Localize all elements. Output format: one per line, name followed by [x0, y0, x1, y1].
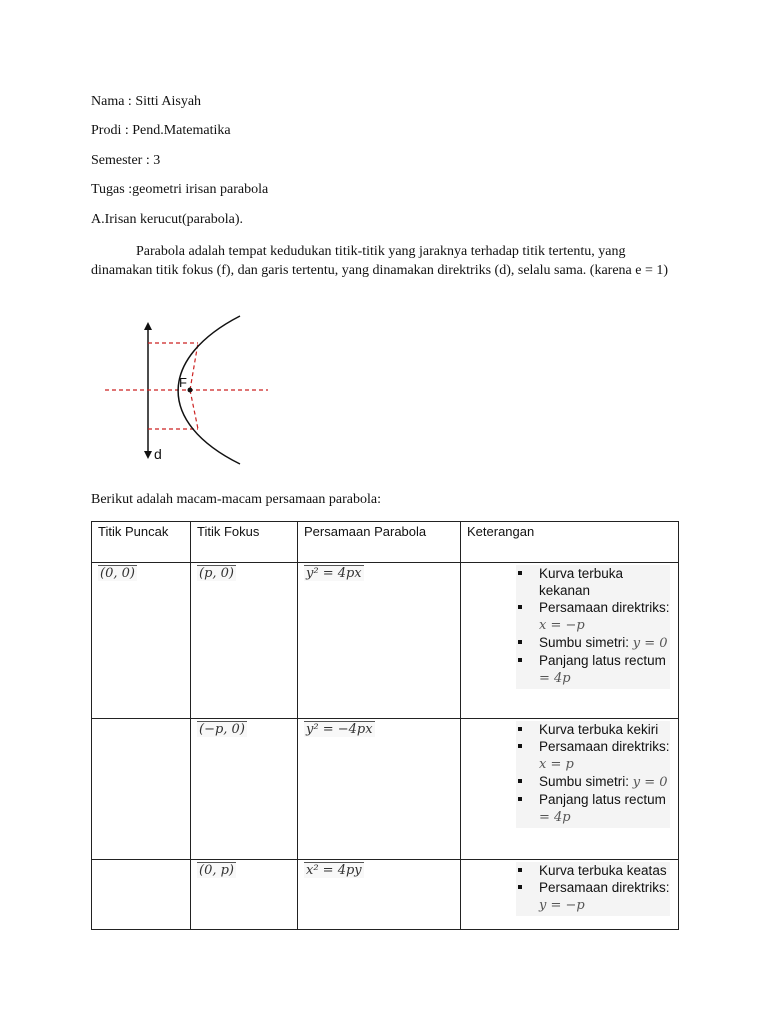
focal-line-bottom: [190, 390, 198, 429]
header-vertex: Titik Puncak: [92, 522, 191, 563]
parabola-table: [91, 521, 679, 930]
student-name: Nama : Sitti Aisyah: [91, 94, 202, 109]
note-item: Persamaan direktriks: y = −p: [516, 879, 670, 914]
study-program: Prodi : Pend.Matematika: [91, 123, 231, 138]
equation-cell: x² = 4py: [306, 863, 362, 878]
directrix-label: d: [154, 446, 162, 462]
note-item: Panjang latus rectum = 4p: [516, 652, 670, 687]
parabola-figure: [100, 312, 280, 472]
assignment: Tugas :geometri irisan parabola: [91, 182, 269, 197]
note-item: Persamaan direktriks: x = p: [516, 738, 670, 773]
focus-cell: (p, 0): [199, 566, 235, 581]
focus-cell: (−p, 0): [199, 722, 245, 737]
equation-cell: y² = −4px: [306, 722, 373, 737]
parabola-curve: [178, 316, 240, 464]
focus-point: [188, 388, 193, 393]
section-title: A.Irisan kerucut(parabola).: [91, 212, 243, 227]
semester: Semester : 3: [91, 153, 161, 168]
notes-list: [516, 565, 670, 689]
notes-list: [516, 721, 670, 828]
definition-paragraph: Parabola adalah tempat kedudukan titik-titik yang jaraknya terhadap titik tertentu, yang dinamakan titik fokus (f), dan garis tertentu, yang dinamakan direktriks (d), selalu sama. (karena e = 1): [91, 244, 669, 278]
arrow-down-icon: [144, 451, 152, 459]
equation-cell: y² = 4px: [306, 566, 362, 581]
note-item: Panjang latus rectum = 4p: [516, 791, 670, 826]
table-row: [92, 563, 679, 719]
arrow-up-icon: [144, 322, 152, 330]
note-item: Kurva terbuka keatas: [516, 862, 670, 879]
table-header-row: [92, 522, 679, 563]
note-item: Kurva terbuka kekanan: [516, 565, 670, 599]
note-item: Persamaan direktriks: x = −p: [516, 599, 670, 634]
note-item: Sumbu simetri: y = 0: [516, 773, 670, 791]
table-intro: Berikut adalah macam-macam persamaan parabola:: [91, 492, 381, 507]
notes-list: [516, 862, 670, 916]
header-equation: Persamaan Parabola: [298, 522, 461, 563]
focus-label: F: [179, 375, 187, 390]
vertex-cell: (0, 0): [100, 566, 135, 581]
table-row: [92, 719, 679, 860]
header-notes: Keterangan: [461, 522, 679, 563]
note-item: Kurva terbuka kekiri: [516, 721, 670, 738]
focus-cell: (0, p): [199, 863, 235, 878]
table-row: [92, 860, 679, 930]
header-focus: Titik Fokus: [191, 522, 298, 563]
note-item: Sumbu simetri: y = 0: [516, 634, 670, 652]
